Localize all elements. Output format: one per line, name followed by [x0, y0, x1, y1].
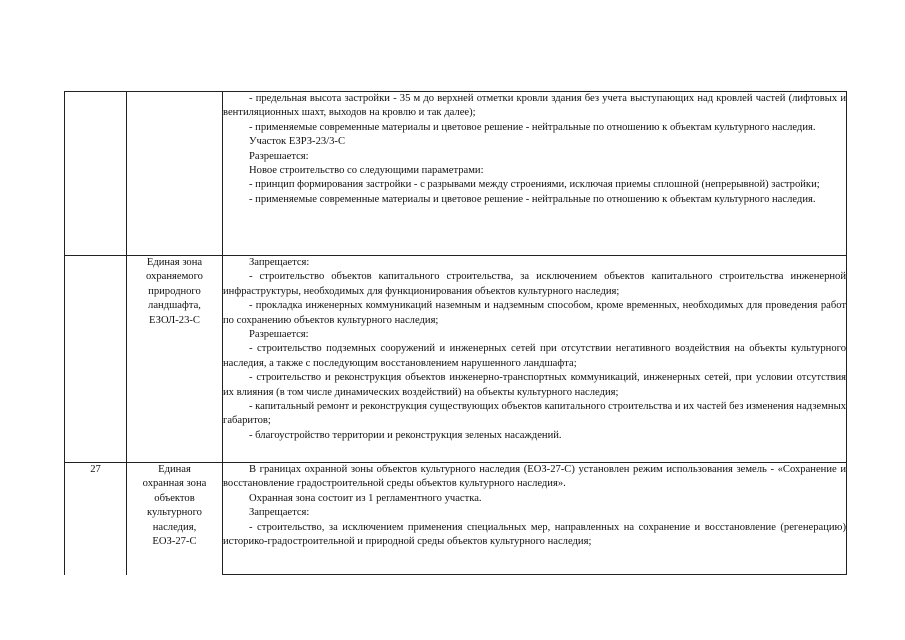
paragraph: - строительство и реконструкция объектов инженерно-транспортных коммуникаций, инженерных сетей, при условии отсутствия их влияния (в том числе динамических воздействий) на объекты культурного наследия;: [223, 372, 846, 398]
paragraph: - строительство подземных сооружений и инженерных сетей при отсутствии негативного воздействия на объекты культурного наследия, а также с последующим восстановлением нарушенного ландшафта;: [223, 343, 846, 369]
paragraph: Запрещается:: [249, 257, 310, 268]
paragraph: - капитальный ремонт и реконструкция существующих объектов капитального строительства и их частей без изменения надземных габаритов;: [223, 401, 846, 427]
row-number-cell: [65, 92, 127, 256]
zone-name-cell: [127, 463, 223, 575]
zone-name-cell: [127, 256, 223, 463]
zone-name-line: Единая зона: [146, 257, 203, 268]
zone-name-line: природного: [148, 285, 201, 297]
paragraph: В границах охранной зоны объектов культурного наследия (ЕОЗ-27-С) установлен режим использования земель - «Сохранение и восстановление градостроительной среды объектов культурного наследия».: [223, 464, 846, 490]
zone-name-line: охранная зона: [142, 478, 207, 490]
table-row: [65, 463, 847, 575]
paragraph: - предельная высота застройки - 35 м до верхней отметки кровли здания без учета выступающих над кровлей частей (лифтовых и вентиляционных шахт, выходов на кровлю и так далее);: [223, 93, 846, 119]
zone-name-line: ЕЗОЛ-23-С: [149, 314, 200, 326]
row-number-cell: 27: [65, 463, 127, 575]
zone-name-cell: [127, 92, 223, 256]
zone-name-line: ЕОЗ-27-С: [152, 536, 197, 548]
regulation-text-cell: [223, 92, 847, 256]
paragraph: Охранная зона состоит из 1 регламентного участка.: [249, 492, 482, 504]
paragraph: - строительство, за исключением применения специальных мер, направленных на сохранение и восстановление (регенерацию) историко-градостроительной и природной среды объектов культурного наследия;: [223, 521, 846, 548]
zone-name-line: объектов: [154, 492, 195, 504]
paragraph: - строительство объектов капитального строительства, за исключением объектов капитального строительства инженерной инфраструктуры, необходимых для функционирования объектов культурного наследия;: [223, 271, 846, 297]
zone-name-line: наследия,: [152, 521, 197, 533]
paragraph: Новое строительство со следующими параметрами:: [249, 165, 484, 177]
regulation-text-cell: [223, 256, 847, 463]
paragraph: Участок ЕЗРЗ-23/3-С: [249, 136, 346, 148]
table-row: [65, 256, 847, 463]
zone-name-line: культурного: [147, 507, 202, 519]
row-number-cell: [65, 256, 127, 463]
regulation-text-cell: [223, 463, 847, 575]
paragraph: Разрешается:: [249, 329, 309, 341]
zone-name-line: ландшафта,: [148, 300, 201, 312]
paragraph: - благоустройство территории и реконструкция зеленых насаждений.: [249, 429, 562, 441]
paragraph: Разрешается:: [249, 150, 309, 162]
paragraph: - применяемые современные материалы и цветовое решение - нейтральные по отношению к объектам культурного наследия.: [249, 193, 816, 205]
paragraph: - принцип формирования застройки - с разрывами между строениями, исключая приемы сплошной (непрерывной) застройки;: [249, 179, 820, 191]
table-row: [65, 92, 847, 256]
paragraph: Запрещается:: [249, 507, 310, 519]
zone-name-line: Единая: [158, 464, 191, 475]
paragraph: - прокладка инженерных коммуникаций наземным и надземным способом, кроме временных, необходимых для проведения работ по сохранению объектов культурного наследия;: [223, 300, 846, 326]
paragraph: - применяемые современные материалы и цветовое решение - нейтральные по отношению к объектам культурного наследия.: [249, 121, 816, 133]
zones-regulation-table: [64, 91, 847, 575]
zone-name-line: охраняемого: [146, 271, 203, 283]
